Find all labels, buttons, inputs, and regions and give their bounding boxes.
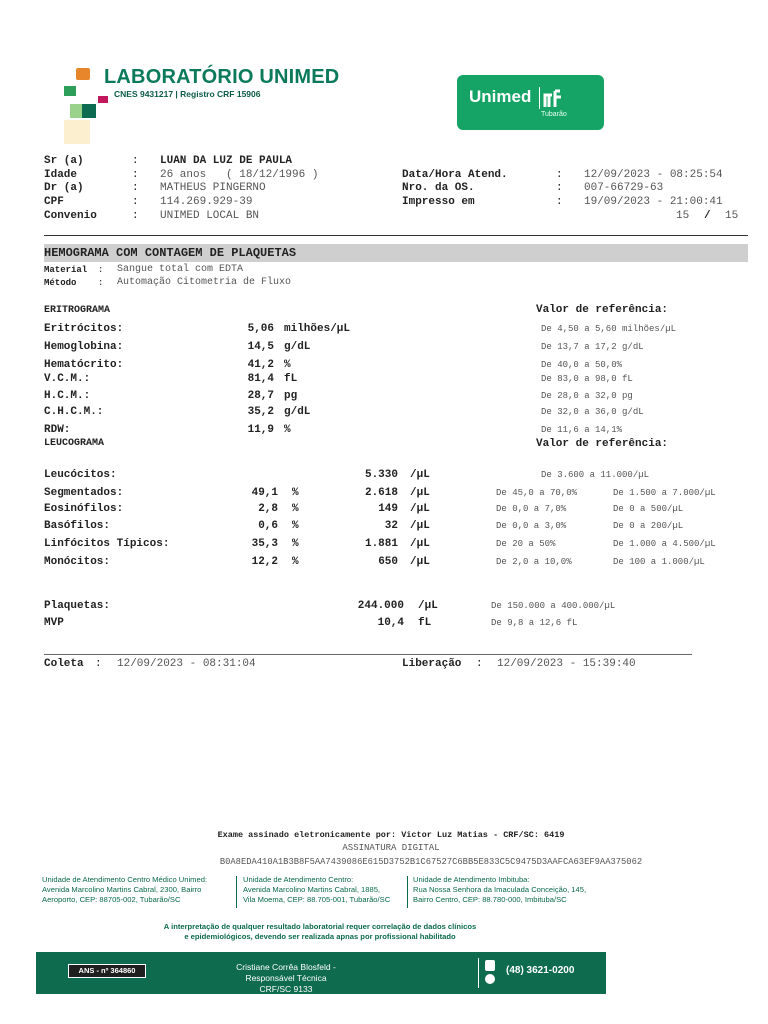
test-value: 10,4	[377, 617, 404, 629]
unit-title: Unidade de Atendimento Centro Médico Unimed:	[42, 875, 208, 884]
divider	[407, 876, 408, 908]
test-unit: /µL	[418, 600, 438, 612]
test-unit: %	[284, 424, 291, 436]
signature-label: ASSINATURA DIGITAL	[342, 843, 440, 853]
interpretation-line: e epidemiológicos, devendo ser realizada apnas por profissional habilitado	[184, 932, 456, 941]
ans-registration: ANS - nº 364860	[68, 964, 146, 978]
test-unit: g/dL	[284, 406, 311, 418]
eritrograma-title: ERITROGRAMA	[44, 305, 111, 316]
test-name: RDW:	[44, 424, 71, 436]
test-name: H.C.M.:	[44, 390, 91, 402]
test-reference: De 40,0 a 50,0%	[541, 360, 623, 370]
unit-street: Avenida Marcolino Martins Cabral, 1885,	[243, 885, 381, 894]
data-atend-value: 12/09/2023 - 08:25:54	[584, 169, 723, 181]
test-reference: De 11,6 a 14,1%	[541, 425, 623, 435]
test-name: Segmentados:	[44, 487, 124, 499]
colon: :	[556, 182, 563, 194]
colon: :	[132, 196, 139, 208]
test-reference-abs: De 0 a 500/µL	[613, 504, 684, 514]
colon: :	[132, 210, 139, 222]
colon: :	[132, 155, 139, 167]
test-unit: milhões/µL	[284, 323, 351, 335]
logo-square-cream	[64, 120, 90, 144]
test-value: 5,06	[247, 323, 274, 335]
test-reference: De 150.000 a 400.000/µL	[491, 601, 616, 611]
test-name: Hematócrito:	[44, 359, 124, 371]
unimed-tree-icon	[543, 87, 563, 109]
convenio-label: Convenio	[44, 210, 97, 222]
divider	[236, 876, 237, 908]
test-name: Hemoglobina:	[44, 341, 124, 353]
test-value: 35,2	[247, 406, 274, 418]
colon: :	[476, 658, 483, 670]
unit-city: Vila Moema, CEP: 88.705-001, Tubarão/SC	[243, 895, 391, 904]
ref-header: Valor de referência:	[536, 304, 669, 316]
brand-separator	[539, 87, 540, 109]
colon: :	[132, 169, 139, 181]
test-reference: De 28,0 a 32,0 pg	[541, 391, 633, 401]
test-reference-pct: De 20 a 50%	[496, 539, 556, 549]
test-reference-pct: De 0,0 a 3,0%	[496, 521, 567, 531]
divider	[44, 235, 748, 236]
patient-name: LUAN DA LUZ DE PAULA	[160, 155, 293, 167]
coleta-label: Coleta	[44, 658, 84, 670]
test-reference-pct: De 0,0 a 7,0%	[496, 504, 567, 514]
colon: :	[95, 658, 102, 670]
test-reference-abs: De 1.000 a 4.500/µL	[613, 539, 716, 549]
liberacao-value: 12/09/2023 - 15:39:40	[497, 658, 636, 670]
test-name: Monócitos:	[44, 556, 111, 568]
test-reference: De 32,0 a 36,0 g/dL	[541, 407, 644, 417]
test-pct-unit: %	[292, 538, 299, 550]
test-abs-unit: /µL	[410, 503, 430, 515]
unit-address	[413, 875, 586, 905]
footer-banner	[36, 952, 606, 994]
cpf-value: 114.269.929-39	[160, 196, 253, 208]
test-abs-unit: /µL	[410, 469, 430, 481]
page-current: 15	[676, 210, 690, 222]
test-abs-unit: /µL	[410, 538, 430, 550]
logo-square-orange	[76, 68, 90, 80]
unit-city: Aeroporto, CEP: 88705-002, Tubarão/SC	[42, 895, 181, 904]
test-value: 14,5	[247, 341, 274, 353]
colon: :	[98, 265, 104, 275]
test-name: Linfócitos Típicos:	[44, 538, 170, 550]
test-unit: g/dL	[284, 341, 311, 353]
logo-square-darkgreen	[82, 104, 96, 118]
test-abs-unit: /µL	[410, 487, 430, 499]
test-reference-pct: De 2,0 a 10,0%	[496, 557, 572, 567]
colon: :	[556, 196, 563, 208]
test-pct-value: 35,3	[251, 538, 278, 550]
data-atend-label: Data/Hora Atend.	[402, 169, 508, 181]
os-value: 007-66729-63	[584, 182, 664, 194]
sr-label: Sr (a)	[44, 155, 84, 167]
colon: :	[556, 169, 563, 181]
responsible-technician	[216, 962, 356, 995]
responsible-name: Cristiane Corrêa Blosfeld - Responsável Técnica	[236, 962, 336, 983]
test-reference-abs: De 0 a 200/µL	[613, 521, 684, 531]
metodo-value: Automação Citometria de Fluxo	[117, 277, 292, 288]
phone-number: (48) 3621-0200	[506, 965, 575, 976]
test-name: Leucócitos:	[44, 469, 117, 481]
unimed-brand-subtitle: Tubarão	[541, 111, 567, 118]
test-pct-value: 12,2	[251, 556, 278, 568]
os-label: Nro. da OS.	[402, 182, 475, 194]
convenio-value: UNIMED LOCAL BN	[160, 210, 260, 222]
unimed-brand-badge	[457, 75, 604, 130]
unit-street: Avenida Marcolino Martins Cabral, 2300, Bairro	[42, 885, 202, 894]
cpf-label: CPF	[44, 196, 64, 208]
test-name: Eritrócitos:	[44, 323, 124, 335]
test-abs-value: 32	[384, 520, 398, 532]
unit-street: Rua Nossa Senhora da Imaculada Conceição, 145,	[413, 885, 587, 894]
test-reference: De 13,7 a 17,2 g/dL	[541, 342, 644, 352]
idade-label: Idade	[44, 169, 78, 181]
test-reference: De 9,8 a 12,6 fL	[491, 618, 578, 628]
unit-address	[42, 875, 207, 905]
divider	[44, 654, 692, 655]
test-abs-value: 650	[378, 556, 398, 568]
test-reference: De 4,50 a 5,60 milhões/µL	[541, 324, 677, 334]
interpretation-line: A interpretação de qualquer resultado laboratorial requer correlação de dados clínicos	[163, 922, 477, 931]
test-name: MVP	[44, 617, 64, 629]
colon: :	[98, 278, 104, 288]
impresso-value: 19/09/2023 - 21:00:41	[584, 196, 723, 208]
patient-age: 26 anos ( 18/12/1996 )	[160, 169, 319, 181]
test-reference-abs: De 1.500 a 7.000/µL	[613, 488, 716, 498]
test-value: 244.000	[357, 600, 404, 612]
test-name: Eosinófilos:	[44, 503, 124, 515]
test-abs-value: 5.330	[364, 469, 398, 481]
material-label: Material	[44, 265, 88, 275]
doctor-name: MATHEUS PINGERNO	[160, 182, 266, 194]
material-value: Sangue total com EDTA	[117, 264, 244, 275]
signature-hash: B0A8EDA410A1B3B8F5AA7439086E615D3752B1C67527C6BB5E833C5C9475D3AAFCA63EF9AA375062	[219, 857, 643, 867]
test-pct-value: 49,1	[251, 487, 278, 499]
test-name: C.H.C.M.:	[44, 406, 104, 418]
test-value: 41,2	[247, 359, 274, 371]
test-unit: %	[284, 359, 291, 371]
unit-city: Bairro Centro, CEP: 88.780-000, Imbituba/SC	[413, 895, 567, 904]
leucograma-title: LEUCOGRAMA	[44, 438, 105, 449]
unit-address	[243, 875, 390, 905]
test-abs-value: 1.881	[364, 538, 398, 550]
test-pct-value: 2,8	[258, 503, 278, 515]
lab-registration: CNES 9431217 | Registro CRF 15906	[114, 89, 261, 99]
test-unit: fL	[284, 373, 298, 385]
responsible-crf: CRF/SC 9133	[259, 984, 313, 994]
test-unit: fL	[418, 617, 432, 629]
phone-icon	[484, 958, 496, 988]
unit-title: Unidade de Atendimento Centro:	[243, 875, 354, 884]
ref-header: Valor de referência:	[536, 438, 669, 450]
logo-square-magenta	[98, 96, 108, 103]
test-reference-pct: De 45,0 a 70,0%	[496, 488, 578, 498]
test-abs-value: 149	[378, 503, 398, 515]
test-abs-unit: /µL	[410, 556, 430, 568]
test-value: 11,9	[247, 424, 274, 436]
signature-line: Exame assinado eletronicamente por: Victor Luz Matias - CRF/SC: 6419	[217, 830, 565, 840]
unit-title: Unidade de Atendimento Imbituba:	[413, 875, 530, 884]
coleta-value: 12/09/2023 - 08:31:04	[117, 658, 256, 670]
test-name: Basófilos:	[44, 520, 111, 532]
test-pct-unit: %	[292, 520, 299, 532]
test-reference-abs: De 100 a 1.000/µL	[613, 557, 705, 567]
liberacao-label: Liberação	[402, 658, 462, 670]
test-abs-value: 2.618	[364, 487, 398, 499]
test-pct-unit: %	[292, 487, 299, 499]
metodo-label: Método	[44, 278, 77, 288]
exam-title: HEMOGRAMA COM CONTAGEM DE PLAQUETAS	[44, 246, 297, 260]
test-pct-unit: %	[292, 503, 299, 515]
test-abs-unit: /µL	[410, 520, 430, 532]
impresso-label: Impresso em	[402, 196, 475, 208]
test-name: V.C.M.:	[44, 373, 91, 385]
test-reference: De 83,0 a 98,0 fL	[541, 374, 633, 384]
test-reference: De 3.600 a 11.000/µL	[541, 470, 650, 480]
test-pct-value: 0,6	[258, 520, 278, 532]
page-total: 15	[725, 210, 739, 222]
dr-label: Dr (a)	[44, 182, 84, 194]
test-value: 28,7	[247, 390, 274, 402]
page-separator: /	[704, 210, 711, 222]
test-name: Plaquetas:	[44, 600, 111, 612]
unimed-brand-word: Unimed	[469, 87, 532, 106]
test-value: 81,4	[247, 373, 274, 385]
colon: :	[132, 182, 139, 194]
interpretation-note	[100, 922, 540, 942]
divider	[478, 958, 479, 988]
logo-square-green	[64, 86, 76, 96]
test-unit: pg	[284, 390, 298, 402]
logo-square-lightgreen	[70, 104, 82, 118]
test-pct-unit: %	[292, 556, 299, 568]
lab-name: LABORATÓRIO UNIMED	[104, 66, 340, 88]
